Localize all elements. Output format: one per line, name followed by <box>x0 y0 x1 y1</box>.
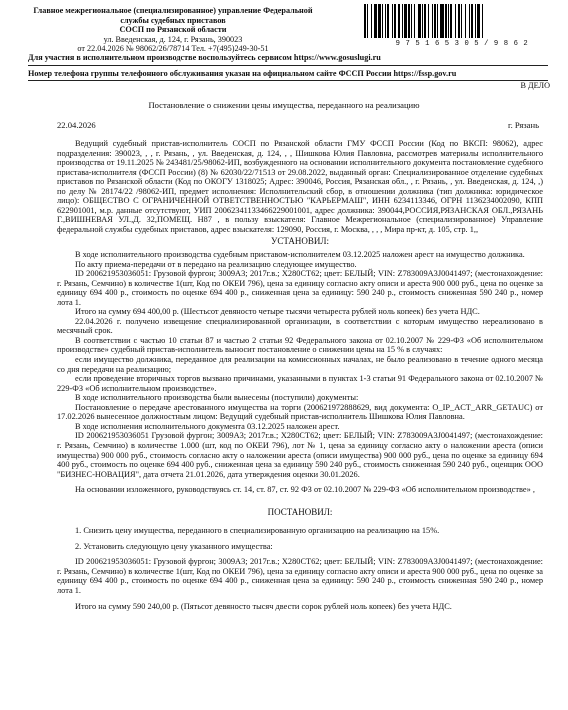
body-paragraph: В соответствии с частью 10 статьи 87 и частью 2 статьи 92 Федерального закона от 02.10.2007 № 229-ФЗ «Об исполнительном производстве» судебный пристав-исполнитель выносит постановление о снижении цены на 15 % в случаях: <box>57 335 543 355</box>
resolution-item: 2. Установить следующую цену указанного имущества: <box>75 541 273 551</box>
document-city: г. Рязань <box>508 120 539 130</box>
section-heading-resolved: ПОСТАНОВИЛ: <box>267 506 333 517</box>
divider <box>28 80 548 81</box>
issuer-division: СОСП по Рязанской области <box>119 25 227 35</box>
body-paragraph: В ходе исполнительного производства были вынесены (поступили) документы: <box>75 393 359 403</box>
body-paragraph: 22.04.2026 г. получено извещение специализированной организации, в соответствии с которым имущество нереализовано в месячный срок. <box>57 316 543 336</box>
body-paragraph: По акту приема-передачи от в передано на реализацию следующее имущество. <box>75 259 357 269</box>
section-heading-established: УСТАНОВИЛ: <box>270 236 330 247</box>
body-paragraph: В ходе исполнения исполнительного документа 03.12.2025 наложен арест. <box>75 421 340 431</box>
body-paragraph: На основании изложенного, руководствуясь ст. 14, ст. 87, ст. 92 ФЗ от 02.10.2007 № 229-ФЗ «Об исполнительном производстве» , <box>75 485 535 495</box>
file-stamp: В ДЕЛО <box>520 81 550 90</box>
body-paragraph: если имущество должника, переданное для реализации на комиссионных началах, не было реализовано в течение одного месяца со дня передачи на реализацию; <box>57 355 543 374</box>
divider <box>28 65 548 66</box>
property-item: ID 200621953036051: Грузовой фургон; 3009А3; 2017г.в.; Х280СТ62; цвет: БЕЛЫЙ; VIN: Z783009A3J0041497; (местонахождение: г. Рязань, Семчино) в количестве 1(шт, Код по ОКЕИ 796), цена за единицу согласно акту описи и ареста 900 000 руб., цена по оценке за единицу 694 400 р., стоимость по оценке 694 400 р., сниженная цена за единицу: 590 240 р., стоимость сниженная 590 240 р., номер лота 1. <box>57 269 543 307</box>
barcode-number: 9 7 5 1 6 5 3 0 5 / 9 8 6 2 <box>395 40 529 48</box>
document-title: Постановление о снижении цены имущества, переданного на реализацию <box>148 100 420 110</box>
phone-notice: Номер телефона группы телефонного обслуживания указан на официальном сайте ФССП России https://fssp.gov.ru <box>28 69 457 78</box>
intro-paragraph: Ведущий судебный пристав-исполнитель СОСП по Рязанской области ГМУ ФССП России (Код по ВКСП: 98062), адрес подразделения: 390023, , , г. Рязань, , ул. Введенская, д. 124, , , Шишкова Юлия Павловна, рассмотрев материалы исполнительного производства от 19.11.2025 № 243481/25/98062-ИП, возбужденного на основании исполнительного документа постановление судебного пристава-исполнителя (ФССП России) (8) № 62030/22/71513 от 29.08.2022, выданный орган: Специализированное отделение судебных приставов по Рязанской области (Код по ОКОГУ 1318025; Адрес: 390046, Россия, Рязанская обл., , г. Рязань, , ул. Введенская, д. 124, ,) по делу № 28174/22 /98062-ИП, предмет исполнения: Исполнительский сбор, в отношении должника (тип должника: юридическое лицо): ОБЩЕСТВО С ОГРАНИЧЕННОЙ ОТВЕТСТВЕННОСТЬЮ "КАРЬЕРМАШ", ИНН 6234113346, ОГРН 1136234002090, КПП 622901001, м.р. данные отсутствуют, УИП 20062341133466229001001, адрес должника: 390044,РОССИЯ,РЯЗАНСКАЯ ОБЛ.,РЯЗАНЬ Г.,ВИШНЕВАЯ УЛ.,Д. 32,ПОМЕЩ. Н87 , в пользу взыскателя: Главное Межрегиональное (специализированное) Управление федеральной службы судебных приставов, адрес взыскателя: 129090, Россия, г. Москва, , , , Мира пр-кт, д. 105, стр. 1,, <box>57 139 543 234</box>
resolution-item: 1. Снизить цену имущества, переданного в специализированную организацию на реализацию на 15%. <box>75 526 440 536</box>
issuer-header <box>0 6 346 54</box>
document-body <box>57 139 543 611</box>
body-paragraph: Постановление о передаче арестованного имущества на торги (200621972888629, вид документа: O_IP_ACT_ARR_GETAUC) от 17.02.2026 вынесенное должностным лицом: Ведущий судебный пристав-исполнитель Шишкова Юлия Павловна. <box>57 402 543 422</box>
issuer-reference: от 22.04.2026 № 98062/26/78714 Тел. +7(495)249-30-51 <box>77 44 269 54</box>
issuer-service: службы судебных приставов <box>120 15 226 25</box>
document-date: 22.04.2026 <box>57 120 96 130</box>
barcode <box>364 4 560 38</box>
body-paragraph: если проведение вторичных торгов вызвано причинами, указанными в пунктах 1-3 статьи 91 Федерального закона от 02.10.2007 № 229-ФЗ «Об исполнительном производстве». <box>57 374 543 393</box>
gosuslugi-notice: Для участия в исполнительном производстве воспользуйтесь сервисом https://www.gosuslugi.ru <box>28 53 381 62</box>
total-amount: Итого на сумму 590 240,00 р. (Пятьсот девяносто тысяч двести сорок рублей ноль копеек) без учета НДС. <box>75 601 452 611</box>
issuer-agency: Главное межрегиональное (специализированное) управление Федеральной <box>33 6 313 15</box>
barcode-bar <box>483 4 484 38</box>
property-item: ID 200621953036051 Грузовой фургон; 3009A3; 2017г.в.; Х280СТ62; цвет: БЕЛЫЙ; VIN: Z783009A3J0041497; (местонахождение: г. Рязань, Семчино) в количестве 1.000 (шт, код по ОКЕИ 796), лот № 1, цена за единицу согласно акту о наложении ареста (описи имущества) 900 000 руб., стоимость согласно акту о наложении ареста (описи имущества) 900 000 руб., цена по оценке за единицу 694 400 руб., стоимость по оценке 694 400 руб., сниженная цена за единицу 590 240 руб., стоимость сниженная 590 240 руб., оценщик ООО "БИЗНЕС-НОВАЦИЯ", дата отчета 21.01.2026, дата утверждения оценки 30.01.2026. <box>57 431 543 479</box>
issuer-address: ул. Введенская, д. 124, г. Рязань, 390023 <box>103 34 243 44</box>
total-amount: Итого на сумму 694 400,00 р. (Шестьсот девяносто четыре тысячи четыреста рублей ноль копеек) без учета НДС. <box>75 307 480 317</box>
property-item: ID 200621953036051: Грузовой фургон; 3009А3; 2017г.в.; Х280СТ62; цвет: БЕЛЫЙ; VIN: Z783009A3J0041497; (местонахождение: г. Рязань, Семчино) в количестве 1(шт, Код по ОКЕИ 796), цена за единицу согласно акту описи и ареста 900 000 руб., цена по оценке за единицу 694 400 р., стоимость по оценке 694 400 р., сниженная цена за единицу: 590 240 р., стоимость сниженная 590 240 р., номер лота 1. <box>57 557 543 595</box>
body-paragraph: В ходе исполнительного производства судебным приставом-исполнителем 03.12.2025 наложен арест на имущество должника. <box>75 250 525 260</box>
